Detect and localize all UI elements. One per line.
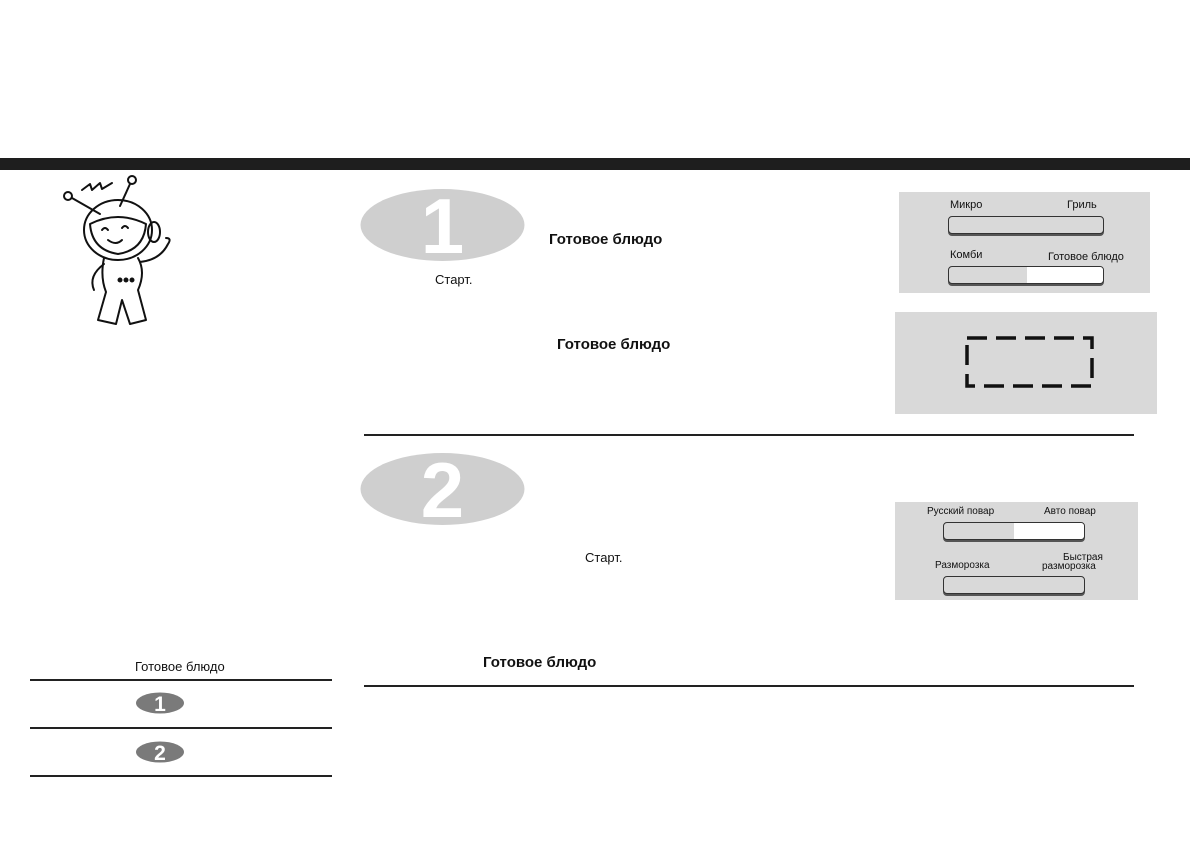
step-1-display-caption: Готовое блюдо (557, 336, 671, 353)
side-table-number-2: 2 (154, 742, 166, 763)
ready-meal-label: Готовое блюдо (1048, 251, 1124, 263)
step-1-title: Готовое блюдо (549, 231, 663, 248)
combi-label: Комби (950, 249, 983, 261)
step-2-start: Старт. (585, 550, 623, 565)
quick-defrost-label-1: Быстрая (1063, 552, 1103, 563)
header-bar (0, 158, 1190, 170)
quick-defrost-label-2: разморозка (1042, 561, 1096, 572)
auto-chef-label: Авто повар (1044, 506, 1096, 517)
defrost-button[interactable] (943, 576, 1085, 594)
step-1-number: 1 (420, 188, 465, 262)
control-panel-2 (895, 502, 1138, 600)
mascot-illustration (60, 172, 190, 330)
side-table-line-2 (30, 727, 332, 729)
side-table-line-3 (30, 775, 332, 777)
russian-auto-chef-button[interactable] (943, 522, 1085, 540)
bottom-divider (364, 685, 1134, 687)
ready-meal-highlight (1027, 267, 1103, 283)
dashed-display-icon (895, 312, 1157, 414)
combi-ready-meal-button[interactable] (948, 266, 1104, 284)
side-table-number-1: 1 (154, 693, 166, 714)
side-table-line-1 (30, 679, 332, 681)
control-panel-1 (899, 192, 1150, 293)
side-table-header: Готовое блюдо (135, 659, 225, 674)
micro-grill-button[interactable] (948, 216, 1104, 234)
step-2-number: 2 (420, 452, 465, 526)
grill-label: Гриль (1067, 199, 1097, 211)
step-2-badge (360, 452, 525, 526)
step-1-start: Старт. (435, 272, 473, 287)
side-table-badge-1 (135, 692, 185, 714)
micro-label: Микро (950, 199, 983, 211)
side-table-badge-2 (135, 741, 185, 763)
russian-chef-label: Русский повар (927, 506, 995, 517)
step-1-badge (360, 188, 525, 262)
footer-note: Готовое блюдо (483, 654, 597, 671)
display-panel (895, 312, 1157, 414)
defrost-label: Разморозка (935, 560, 990, 571)
auto-chef-highlight (1014, 523, 1084, 539)
section-divider (364, 434, 1134, 436)
